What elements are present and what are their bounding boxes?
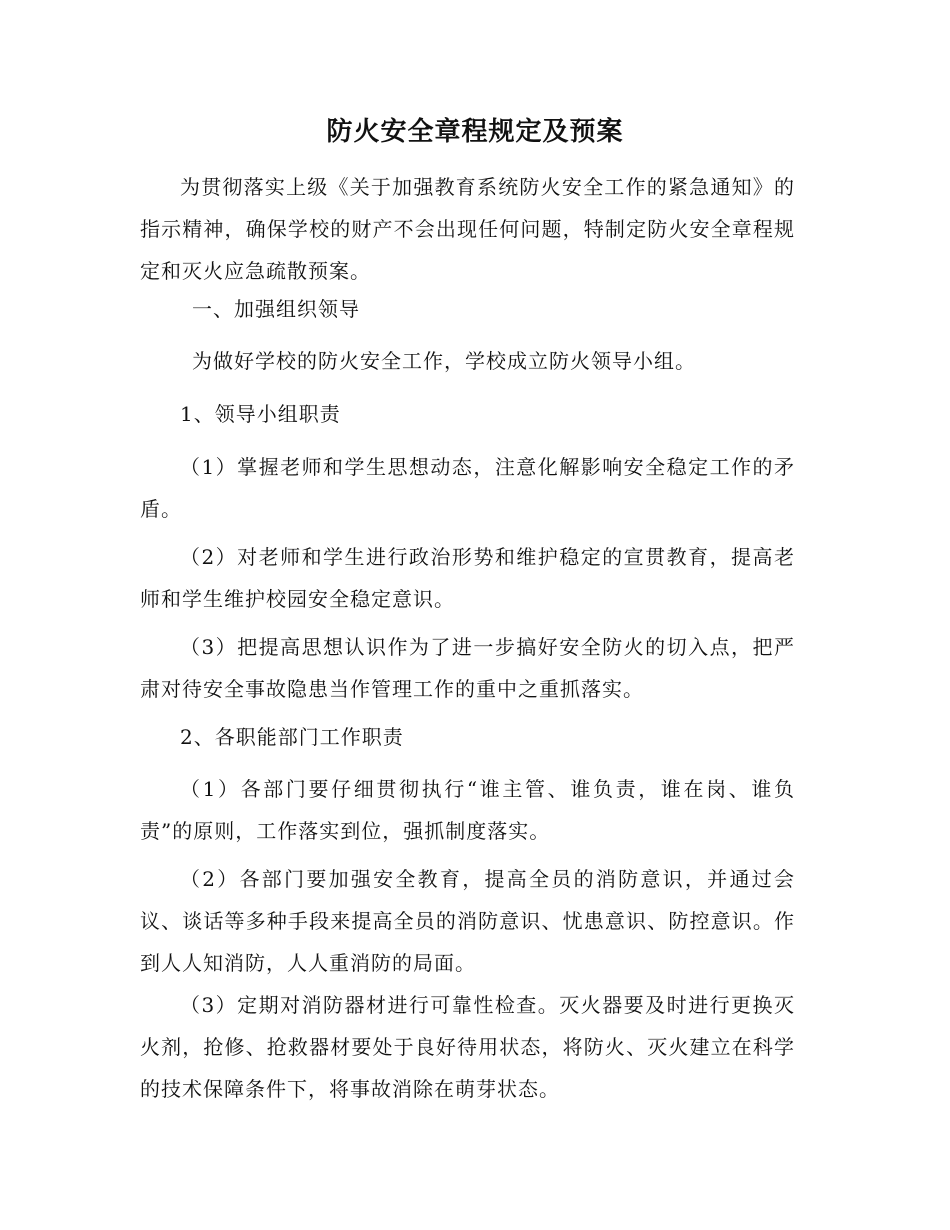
duty-item-3: （3）把提高思想认识作为了进一步搞好安全防火的切入点，把严肃对待安全事故隐患当作管理工作的重中之重抓落实。 bbox=[140, 635, 795, 701]
duty-item-2: （2）对老师和学生进行政治形势和维护稳定的宣贯教育，提高老师和学生维护校园安全稳定意识。 bbox=[140, 545, 795, 611]
subheading-1: 1、领导小组职责 bbox=[180, 402, 341, 426]
dept-item-1: （1）各部门要仔细贯彻执行“谁主管、谁负责，谁在岗、谁负责”的原则，工作落实到位，强抓制度落实。 bbox=[140, 777, 795, 843]
intro-paragraph: 为贯彻落实上级《关于加强教育系统防火安全工作的紧急通知》的指示精神，确保学校的财产不会出现任何问题，特制定防火安全章程规定和灭火应急疏散预案。 bbox=[140, 175, 795, 283]
subheading-2: 2、各职能部门工作职责 bbox=[180, 725, 404, 749]
dept-item-2: （2）各部门要加强安全教育，提高全员的消防意识，并通过会议、谈话等多种手段来提高全员的消防意识、忧患意识、防控意识。作到人人知消防，人人重消防的局面。 bbox=[140, 867, 795, 975]
dept-item-3: （3）定期对消防器材进行可靠性检查。灭火器要及时进行更换灭火剂，抢修、抢救器材要处于良好待用状态，将防火、灭火建立在科学的技术保障条件下，将事故消除在萌芽状态。 bbox=[140, 993, 795, 1101]
duty-item-1: （1）掌握老师和学生思想动态，注意化解影响安全稳定工作的矛盾。 bbox=[140, 455, 795, 521]
paragraph-leadership-group: 为做好学校的防火安全工作，学校成立防火领导小组。 bbox=[192, 349, 696, 373]
section-heading-1: 一、加强组织领导 bbox=[192, 297, 360, 321]
document-title: 防火安全章程规定及预案 bbox=[326, 117, 624, 147]
